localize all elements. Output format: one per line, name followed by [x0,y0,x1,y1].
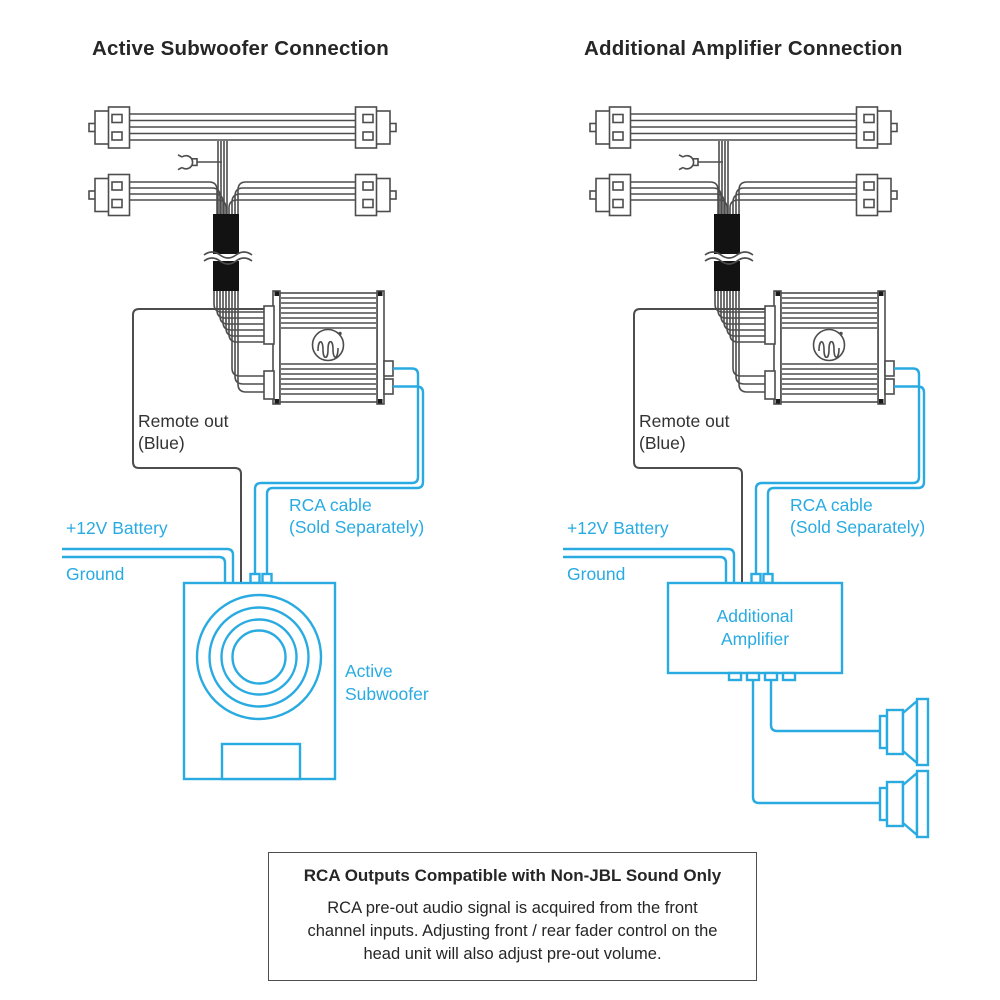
amp-output-tab-3 [765,673,777,680]
amp-output-tab-2 [747,673,759,680]
additional-amplifier [668,583,880,803]
additional-amp-label-line1: Additional [716,606,794,626]
subwoofer-port [222,744,300,779]
right-wiring-assembly [563,107,925,584]
subwoofer-label-line2: Subwoofer [345,684,429,704]
left-diagram-title: Active Subwoofer Connection [92,37,389,60]
subwoofer-label-line1: Active [345,661,393,681]
speaker-wires [753,680,880,803]
rca-note-title: RCA Outputs Compatible with Non-JBL Sound Only [303,866,722,885]
active-subwoofer [184,583,429,779]
speaker-upper [880,699,928,765]
amp-output-tab-1 [729,673,741,680]
additional-amp-label-line2: Amplifier [720,629,790,649]
rca-note-box [268,852,757,981]
left-wiring-assembly [62,107,424,584]
rca-note-body: RCA pre-out audio signal is acquired from the front channel inputs. Adjusting front / rear fader control on the head unit will also adjust pre-out volume. [307,899,718,963]
amp-output-tab-4 [783,673,795,680]
right-diagram-title: Additional Amplifier Connection [584,37,903,60]
speaker-lower [880,771,928,837]
